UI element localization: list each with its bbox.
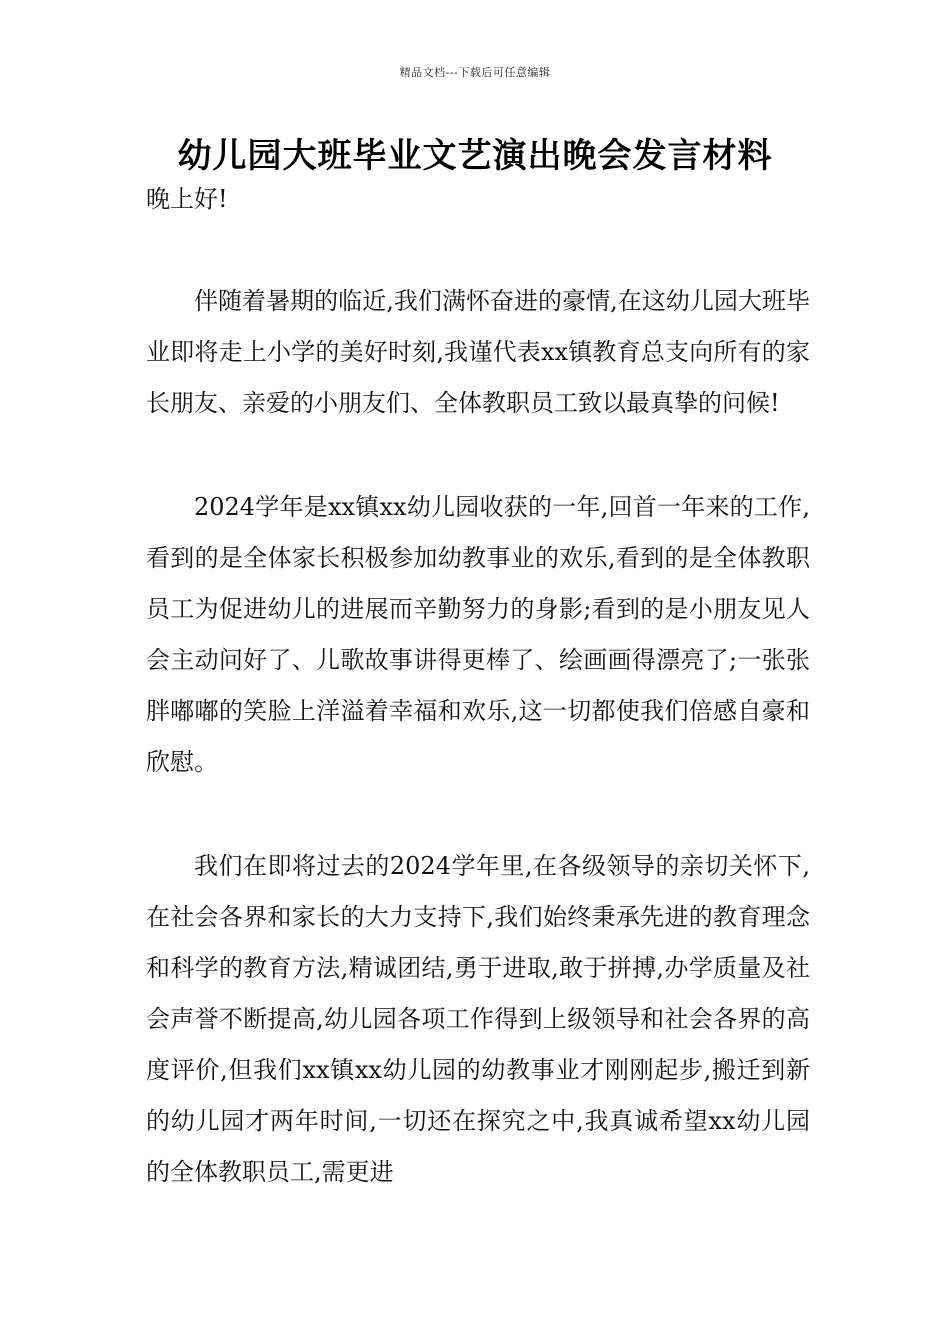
- paragraph: 2024学年是xx镇xx幼儿园收获的一年,回首一年来的工作,看到的是全体家长积极参加幼教事业的欢乐,看到的是全体教职员工为促进幼儿的进展而辛勤努力的身影;看到的是小朋友见人会主动问好了、儿歌故事讲得更棒了、绘画画得漂亮了;一张张胖嘟嘟的笑脸上洋溢着幸福和欢乐,这一切都使我们倍感自豪和欣慰。: [146, 493, 810, 776]
- paragraph: 我们在即将过去的2024学年里,在各级领导的亲切关怀下,在社会各界和家长的大力支持下,我们始终秉承先进的教育理念和科学的教育方法,精诚团结,勇于进取,敢于拼搏,办学质量及社会声誉不断提高,幼儿园各项工作得到上级领导和社会各界的高度评价,但我们xx镇xx幼儿园的幼教事业才刚刚起步,搬迁到新的幼儿园才两年时间,一切还在探究之中,我真诚希望xx幼儿园的全体教职员工,需更进: [146, 852, 810, 1186]
- header-note: 精品文档---下载后可任意编辑: [399, 66, 551, 79]
- document-title: 幼儿园大班毕业文艺演出晚会发言材料: [177, 136, 773, 176]
- paragraph: 伴随着暑期的临近,我们满怀奋进的豪情,在这幼儿园大班毕业即将走上小学的美好时刻,我谨代表xx镇教育总支向所有的家长朋友、亲爱的小朋友们、全体教职员工致以最真挚的问候!: [146, 287, 810, 417]
- document-body: [146, 276, 810, 1251]
- greeting-line: 晚上好!: [146, 185, 228, 213]
